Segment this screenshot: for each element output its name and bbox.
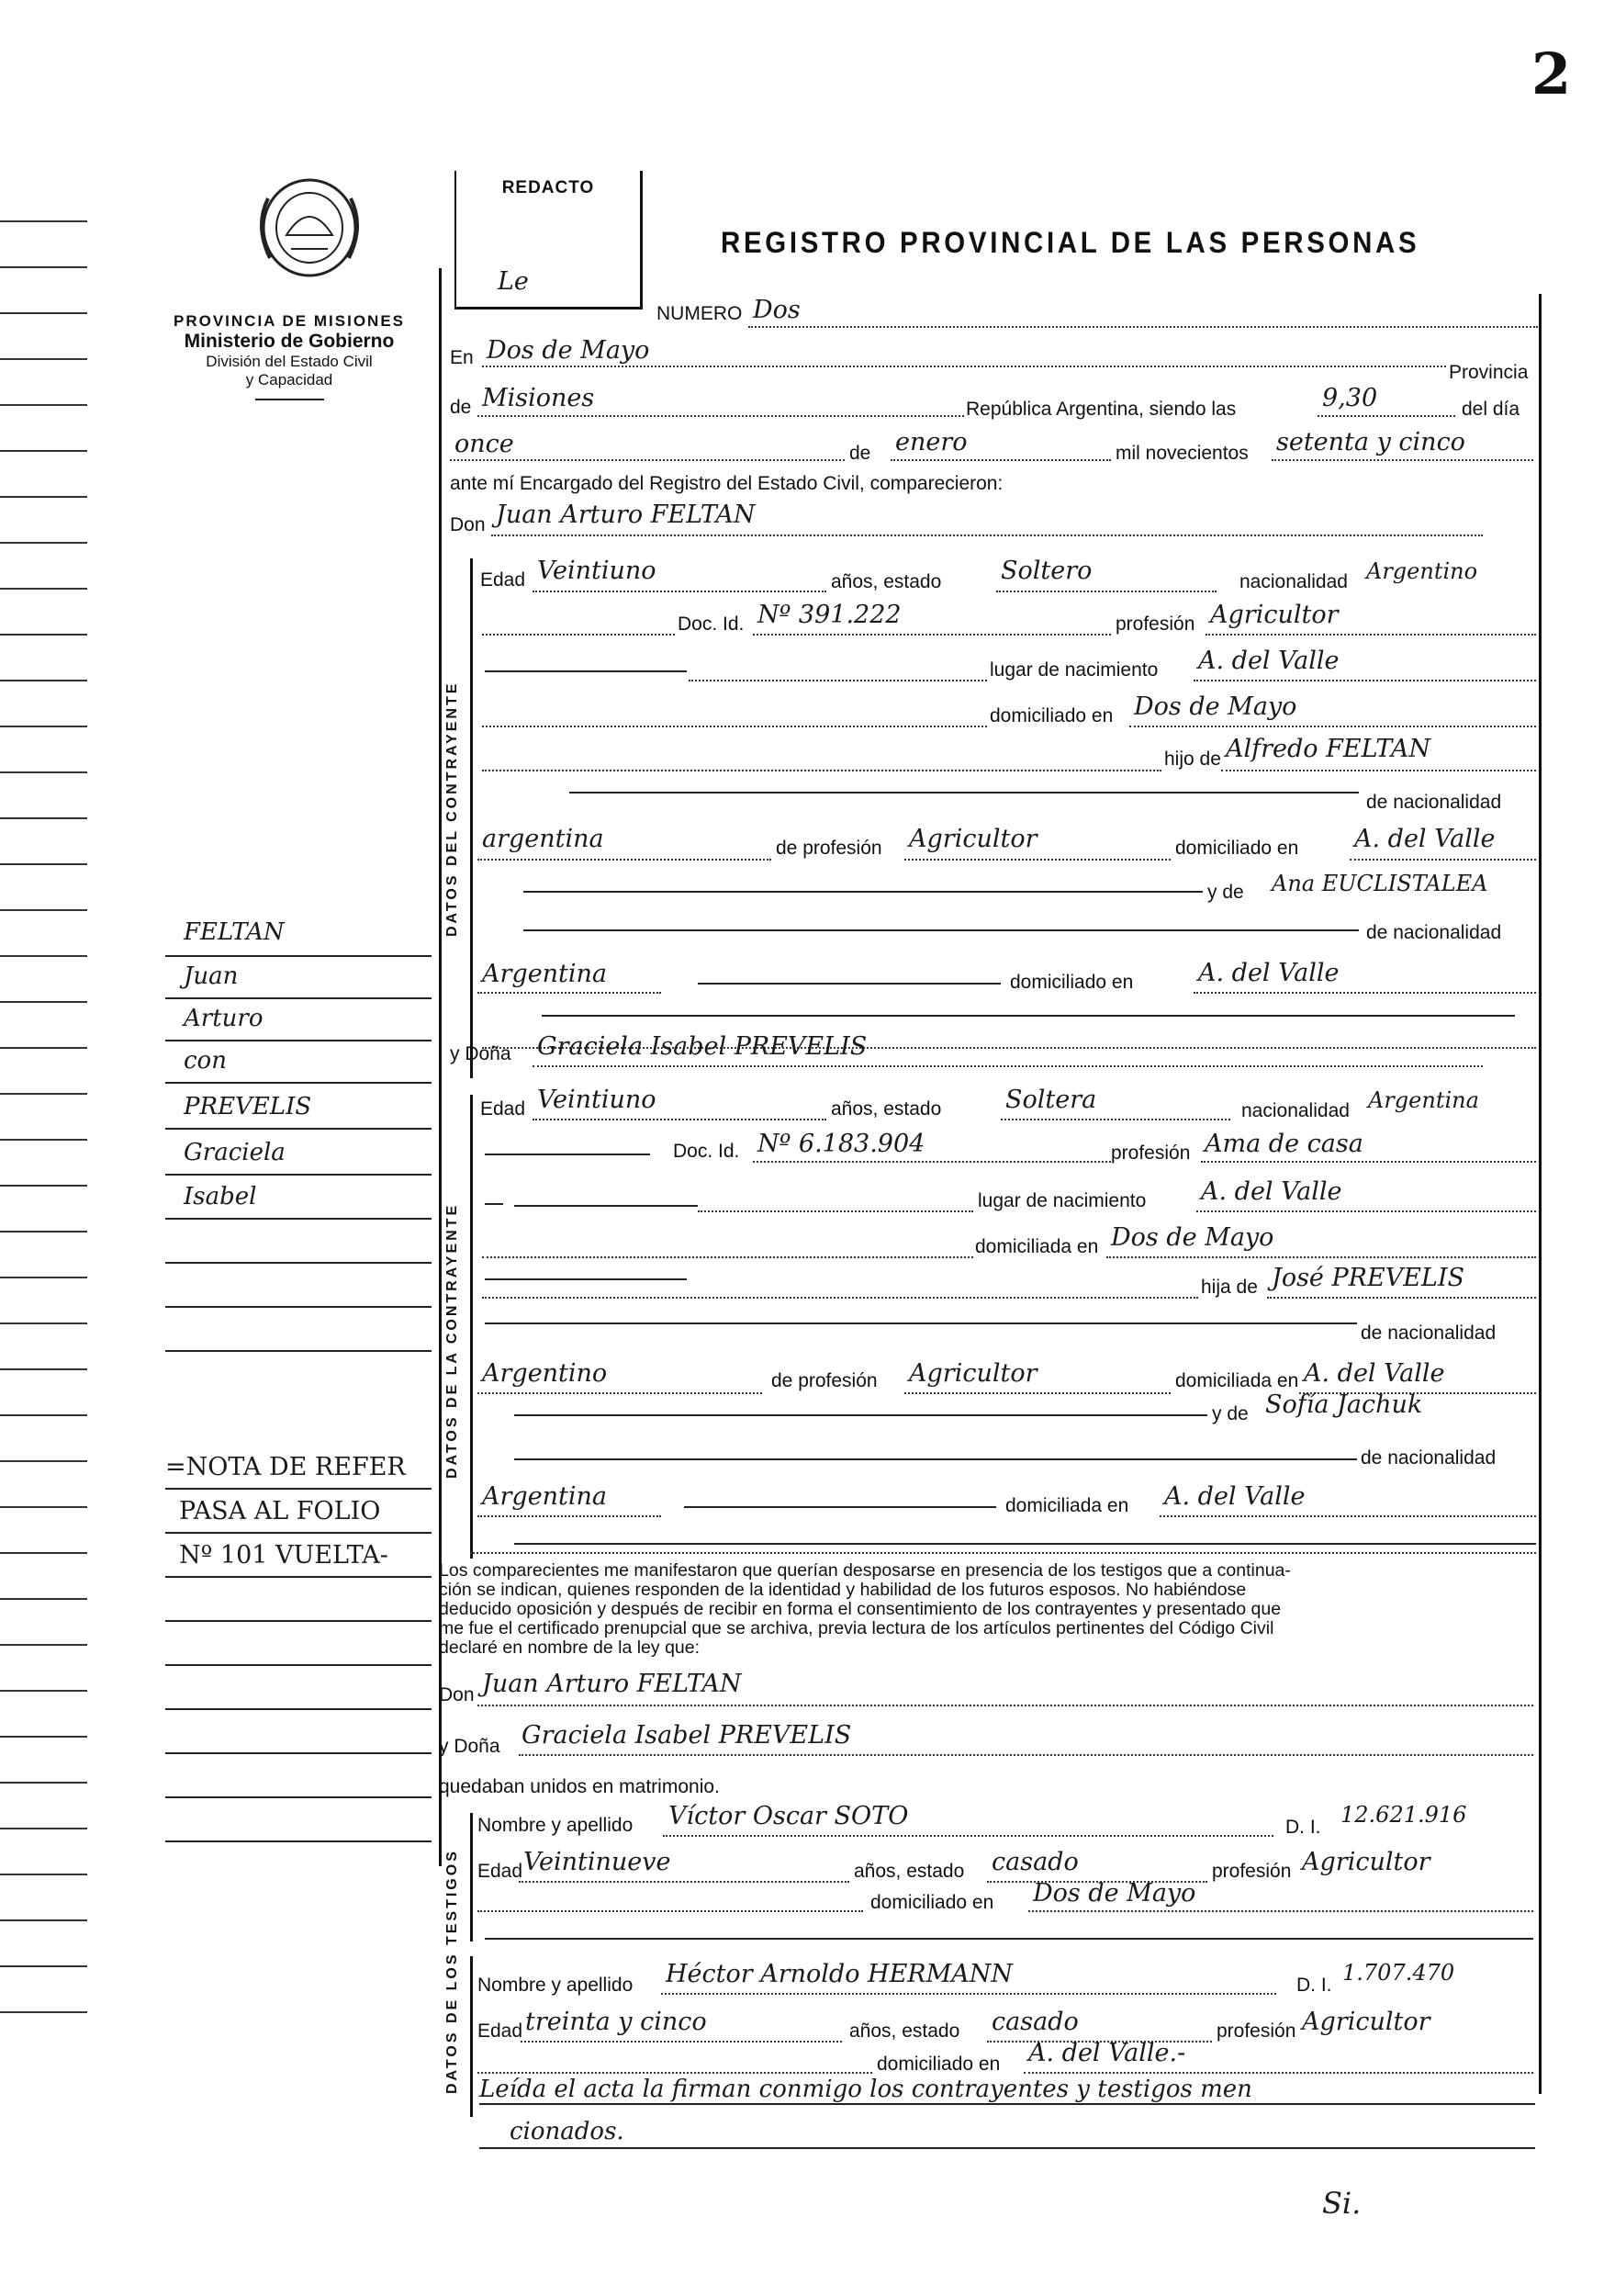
bride-father-domicilio: A. del Valle: [1304, 1359, 1445, 1388]
declaration-line: declaré en nombre de la ley que:: [439, 1638, 701, 1658]
bride-edad-label: Edad: [480, 1098, 526, 1120]
groom-mother-domicilio: A. del Valle: [1198, 959, 1340, 987]
event-year: setenta y cinco: [1276, 428, 1465, 456]
issuing-authority: [138, 312, 441, 400]
w2-edad-label: Edad: [477, 2020, 523, 2042]
bride-mother-nacionalidad: Argentina: [482, 1482, 608, 1511]
de-label: de: [450, 397, 472, 418]
bride-mother: Sofía Jachuk: [1265, 1390, 1423, 1419]
bride-domicilio-label: domiciliada en: [975, 1236, 1099, 1257]
republic-text: República Argentina, siendo las: [966, 399, 1237, 420]
w1-domicilio-label: domiciliado en: [870, 1892, 994, 1913]
groom-hijo-label: hijo de: [1164, 748, 1221, 770]
w2-age: treinta y cinco: [525, 2008, 707, 2036]
groom-anos-label: años, estado: [831, 571, 942, 592]
year-text: mil novecientos: [1116, 443, 1249, 464]
groom-father-prof-label: de profesión: [776, 838, 882, 859]
w1-di: 12.621.916: [1340, 1802, 1467, 1828]
bride-lugar-label: lugar de nacimiento: [978, 1190, 1147, 1211]
w1-edad-label: Edad: [477, 1861, 523, 1882]
groom-father-dom-label: domiciliado en: [1175, 838, 1299, 859]
w1-nombre-label: Nombre y apellido: [477, 1815, 634, 1836]
declaration-line: deducido oposición y después de recibir en forma el consentimiento de los contrayentes y presentado que: [439, 1599, 1282, 1619]
redacto-box: [454, 171, 643, 310]
w1-domicilio: Dos de Mayo: [1033, 1879, 1196, 1908]
bride-dona-label: y Doña: [450, 1043, 511, 1064]
w2-domicilio: A. del Valle.-: [1028, 2039, 1186, 2067]
groom-father-nac-label: de nacionalidad: [1366, 792, 1502, 813]
province-name: PROVINCIA DE MISIONES: [173, 312, 405, 330]
closing-note-line-1: Leída el acta la firman conmigo los contrayentes y testigos men: [479, 2076, 1252, 2103]
w2-profesion: Agricultor: [1302, 2008, 1430, 2036]
w2-domicilio-label: domiciliado en: [877, 2054, 1001, 2075]
margin-name-arturo: Arturo: [184, 1005, 264, 1032]
bride-lugar: A. del Valle: [1201, 1177, 1342, 1206]
margin-name-juan: Juan: [184, 962, 239, 990]
groom-section-label: DATOS DEL CONTRAYENTE: [444, 681, 460, 937]
groom-mother-label: y de: [1207, 882, 1244, 903]
event-day: once: [454, 430, 514, 458]
division-name: División del Estado Civil: [206, 353, 373, 370]
w1-profesion-label: profesión: [1212, 1861, 1292, 1882]
groom-father: Alfredo FELTAN: [1226, 735, 1430, 763]
groom-nacionalidad: Argentino: [1366, 558, 1478, 584]
bride-father-nac-label: de nacionalidad: [1361, 1322, 1497, 1344]
registrar-signature: Si.: [1322, 2186, 1362, 2221]
bride-age: Veintiuno: [537, 1086, 656, 1114]
bride-name: Graciela Isabel PREVELIS: [537, 1032, 868, 1061]
en-label: En: [450, 347, 474, 368]
bride-father-dom-label: domiciliada en: [1175, 1370, 1299, 1391]
binding-edge: [0, 165, 92, 2296]
declaration-line: ción se indican, quienes responden de la identidad y habilidad de los futuros esposos. No habiéndose: [439, 1580, 1247, 1600]
groom-profesion: Agricultor: [1210, 601, 1339, 629]
margin-name-isabel: Isabel: [184, 1183, 257, 1210]
bride-father-profesion: Agricultor: [909, 1359, 1037, 1388]
bride-hija-label: hija de: [1201, 1277, 1258, 1298]
decl-groom-name: Juan Arturo FELTAN: [482, 1670, 742, 1698]
margin-surname-bride: PREVELIS: [184, 1093, 312, 1120]
bride-profesion-label: profesión: [1111, 1142, 1191, 1164]
w2-anos-label: años, estado: [849, 2020, 960, 2042]
declaration-paragraph: [439, 1561, 1536, 1658]
groom-father-profesion: Agricultor: [909, 825, 1037, 853]
w2-nombre-label: Nombre y apellido: [477, 1975, 634, 1996]
numero-value: Dos: [753, 296, 801, 324]
w1-age: Veintinueve: [523, 1848, 671, 1876]
decl-bride-name: Graciela Isabel PREVELIS: [522, 1721, 852, 1750]
margin-name-graciela: Graciela: [184, 1139, 286, 1166]
coat-of-arms-seal-icon: [250, 171, 369, 281]
bride-mother-domicilio: A. del Valle: [1164, 1482, 1306, 1511]
bride-profesion: Ama de casa: [1205, 1130, 1363, 1158]
groom-estado: Soltero: [1001, 557, 1093, 585]
event-month: enero: [895, 428, 968, 456]
witness-section-label: DATOS DE LOS TESTIGOS: [444, 1849, 460, 2094]
division-capacity: y Capacidad: [245, 371, 333, 388]
w2-di-label: D. I.: [1296, 1975, 1332, 1996]
margin-note-line-1: =NOTA DE REFER: [165, 1453, 406, 1481]
groom-father-nacionalidad: argentina: [482, 825, 604, 853]
groom-nacionalidad-label: nacionalidad: [1239, 571, 1348, 592]
groom-profesion-label: profesión: [1116, 613, 1195, 635]
declaration-line: me fue el certificado prenupcial que se archiva, previa lectura de los artículos pertinentes del Código Civil: [439, 1618, 1274, 1638]
groom-mother-nac-label: de nacionalidad: [1366, 922, 1502, 943]
groom-doc-label: Doc. Id.: [678, 613, 745, 635]
groom-lugar: A. del Valle: [1198, 647, 1340, 675]
groom-domicilio-label: domiciliado en: [990, 705, 1114, 726]
ministry-name: Ministerio de Gobierno: [184, 331, 395, 352]
groom-mother-nacionalidad: Argentina: [482, 960, 608, 988]
province-value: Misiones: [482, 384, 595, 412]
w1-name: Víctor Oscar SOTO: [668, 1802, 909, 1830]
bride-mother-nac-label: de nacionalidad: [1361, 1447, 1497, 1469]
w1-di-label: D. I.: [1285, 1817, 1321, 1838]
w2-name: Héctor Arnoldo HERMANN: [666, 1960, 1014, 1988]
bride-doc: Nº 6.183.904: [757, 1130, 925, 1158]
groom-father-domicilio: A. del Valle: [1354, 825, 1496, 853]
groom-domicilio: Dos de Mayo: [1134, 692, 1297, 721]
groom-edad-label: Edad: [480, 569, 526, 591]
ante-text: ante mí Encargado del Registro del Estado Civil, comparecieron:: [450, 473, 1004, 494]
redacto-value: Le: [498, 267, 529, 296]
event-place: Dos de Mayo: [487, 336, 650, 365]
w2-estado: casado: [992, 2008, 1079, 2036]
groom-lugar-label: lugar de nacimiento: [990, 659, 1159, 681]
bride-doc-label: Doc. Id.: [673, 1141, 740, 1162]
bride-mother-dom-label: domiciliada en: [1005, 1495, 1129, 1516]
margin-con: con: [184, 1047, 227, 1075]
w1-estado: casado: [992, 1848, 1079, 1876]
closing-note-line-2: cionados.: [510, 2118, 624, 2145]
groom-name: Juan Arturo FELTAN: [496, 501, 756, 529]
groom-age: Veintiuno: [537, 557, 656, 585]
w1-anos-label: años, estado: [854, 1861, 965, 1882]
groom-doc: Nº 391.222: [757, 601, 902, 629]
bride-domicilio: Dos de Mayo: [1111, 1223, 1274, 1252]
bride-estado: Soltera: [1005, 1086, 1097, 1114]
margin-surname-groom: FELTAN: [184, 918, 285, 946]
bride-father: José PREVELIS: [1272, 1264, 1465, 1292]
groom-mother: Ana EUCLISTALEA: [1272, 871, 1488, 896]
groom-mother-dom-label: domiciliado en: [1010, 972, 1134, 993]
bride-anos-label: años, estado: [831, 1098, 942, 1120]
del-dia-label: del día: [1462, 399, 1520, 420]
document-title: REGISTRO PROVINCIAL DE LAS PERSONAS: [721, 226, 1420, 259]
w2-profesion-label: profesión: [1217, 2020, 1296, 2042]
bride-mother-label: y de: [1212, 1403, 1249, 1424]
de-month-label: de: [849, 443, 871, 464]
w2-di: 1.707.470: [1342, 1960, 1455, 1986]
bride-section-label: DATOS DE LA CONTRAYENTE: [444, 1202, 460, 1479]
bride-father-nacionalidad: Argentino: [482, 1359, 608, 1388]
margin-note-line-3: Nº 101 VUELTA-: [179, 1541, 388, 1570]
decl-closing: quedaban unidos en matrimonio.: [439, 1776, 720, 1797]
decl-don-label: Don: [439, 1684, 475, 1705]
event-hour: 9,30: [1322, 384, 1378, 412]
page-number: 2: [1531, 40, 1572, 107]
numero-label: NUMERO: [656, 303, 743, 324]
bride-father-prof-label: de profesión: [771, 1370, 878, 1391]
bride-nacionalidad: Argentina: [1368, 1087, 1479, 1113]
redacto-label: REDACTO: [501, 178, 595, 197]
w1-profesion: Agricultor: [1302, 1848, 1430, 1876]
provincia-label: Provincia: [1449, 362, 1529, 383]
groom-don-label: Don: [450, 514, 486, 535]
margin-note-line-2: PASA AL FOLIO: [179, 1497, 381, 1525]
bride-nacionalidad-label: nacionalidad: [1241, 1100, 1350, 1121]
decl-dona-label: y Doña: [439, 1736, 500, 1757]
declaration-line: Los comparecientes me manifestaron que querían desposarse en presencia de los testigos que a continua-: [439, 1560, 1291, 1581]
